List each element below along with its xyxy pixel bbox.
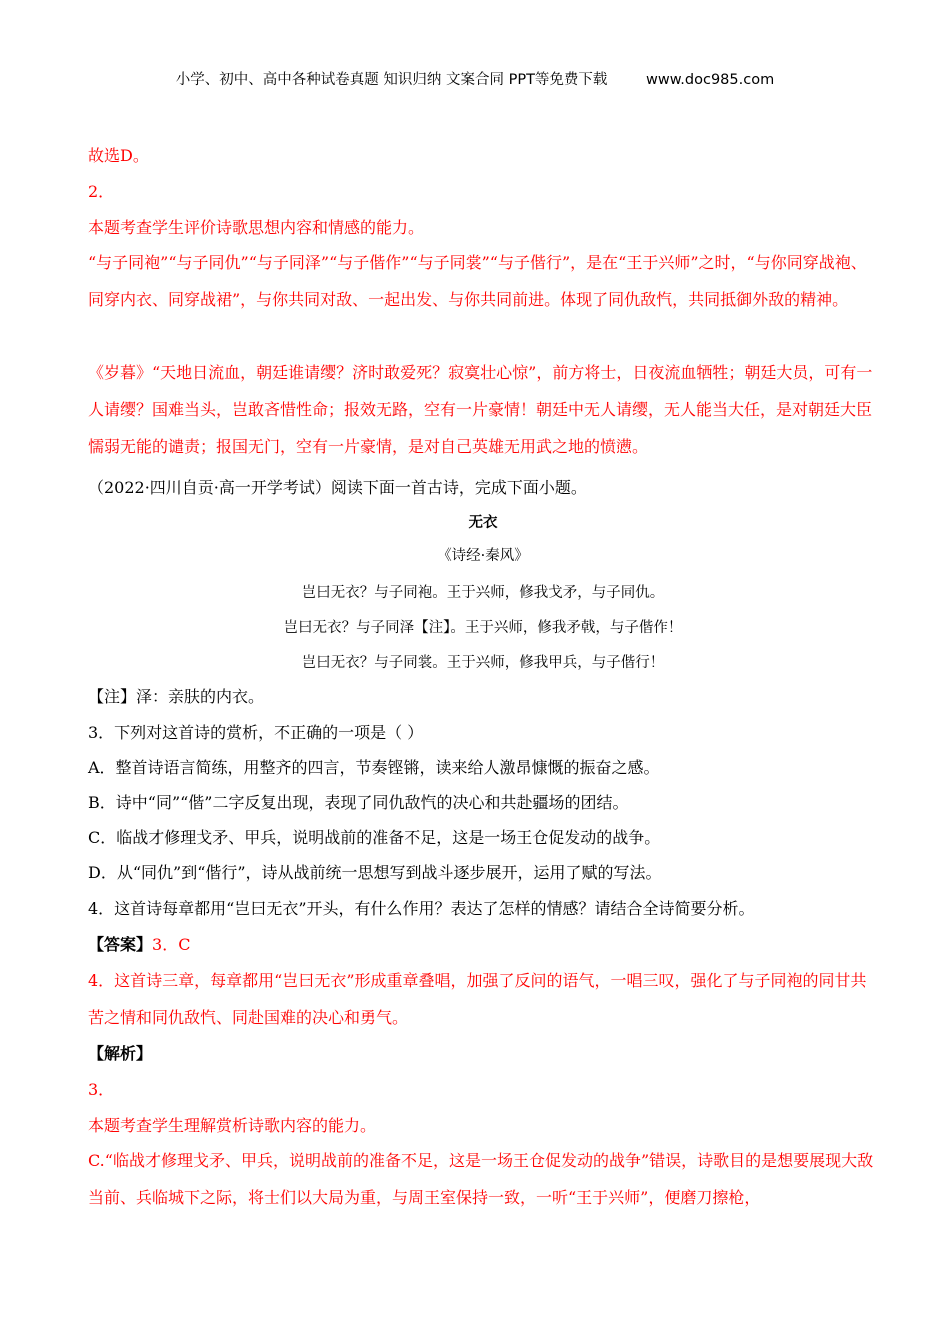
poem-line-2: 岂曰无衣？与子同泽【注】。王于兴师，修我矛戟，与子偕作！ [283,620,683,636]
analysis-paragraph-2: 《岁暮》“天地日流血，朝廷谁请缨？济时敢爱死？寂寞壮心惊”，前方将士，日夜流血牺牲；朝廷大员，可有一人请缨？国难当头，岂敢吝惜性命；报效无路，空有一片豪情！朝廷中无人请缨，无人能当大任，是对朝廷大臣懦弱无能的谴责；报国无门，空有一片豪情，是对自己英雄无用武之地的愤懑。 [88,363,873,456]
skill-description: 本题考查学生评价诗歌思想内容和情感的能力。 [88,218,425,237]
poem-line-1: 岂曰无衣？与子同袍。王于兴师，修我戈矛，与子同仇。 [301,585,665,601]
option-b: B．诗中“同”“偕”二字反复出现，表现了同仇敌忾的决心和共赴疆场的团结。 [88,793,629,812]
question-3: 3．下列对这首诗的赏析，不正确的一项是（ ） [88,723,424,742]
option-c: C．临战才修理戈矛、甲兵，说明战前的准备不足，这是一场王仓促发动的战争。 [88,828,661,847]
poem-note: 【注】泽：亲肤的内衣。 [88,687,265,706]
analysis-option-c: C.“临战才修理戈矛、甲兵，说明战前的准备不足，这是一场王仓促发动的战争”错误，诗歌目的是想要展现大敌当前、兵临城下之际，将士们以大局为重，与周王室保持一致，一听“王于兴师”，便磨刀擦枪， [88,1151,874,1207]
reading-intro: （2022·四川自贡·高一开学考试）阅读下面一首古诗，完成下面小题。 [88,478,587,497]
option-d: D．从“同仇”到“偕行”，诗从战前统一思想写到战斗逐步展开，运用了赋的写法。 [88,863,662,882]
analysis-item-3: 3． [88,1080,115,1099]
poem-title: 无衣 [468,514,498,531]
analysis-skill: 本题考查学生理解赏析诗歌内容的能力。 [88,1116,377,1135]
analysis-paragraph-1: “与子同袍”“与子同仇”“与子同泽”“与子偕作”“与子同裳”“与子偕行”，是在“王于兴师”之时，“与你同穿战袍、同穿内衣、同穿战裙”，与你共同对敌、一起出发、与你共同前进。体现了同仇敌忾，共同抵御外敌的精神。 [88,253,867,309]
page-header [0,68,950,89]
answer-line [88,935,190,955]
answer-4: 4．这首诗三章，每章都用“岂曰无衣”形成重章叠唱，加强了反问的语气，一唱三叹，强化了与子同袍的同甘共苦之情和同仇敌忾、同赴国难的决心和勇气。 [88,971,867,1027]
answer-label: 【答案】 [88,935,153,954]
answer-3: 3．C [152,935,191,954]
answer-choice-line: 故选D。 [88,146,149,165]
item-number-2: 2． [88,182,115,201]
poem-source: 《诗经·秦风》 [437,548,529,564]
header-text: 小学、初中、高中各种试卷真题 知识归纳 文案合同 PPT等免费下载 [175,72,608,88]
option-a: A．整首诗语言简练，用整齐的四言，节奏铿锵，读来给人激昂慷慨的振奋之感。 [88,758,660,777]
analysis-label: 【解析】 [88,1044,153,1063]
header-site[interactable]: www.doc985.com [646,72,775,88]
question-4: 4．这首诗每章都用“岂曰无衣”开头，有什么作用？表达了怎样的情感？请结合全诗简要分析。 [88,899,755,918]
poem-line-3: 岂曰无衣？与子同裳。王于兴师，修我甲兵，与子偕行！ [301,655,665,671]
